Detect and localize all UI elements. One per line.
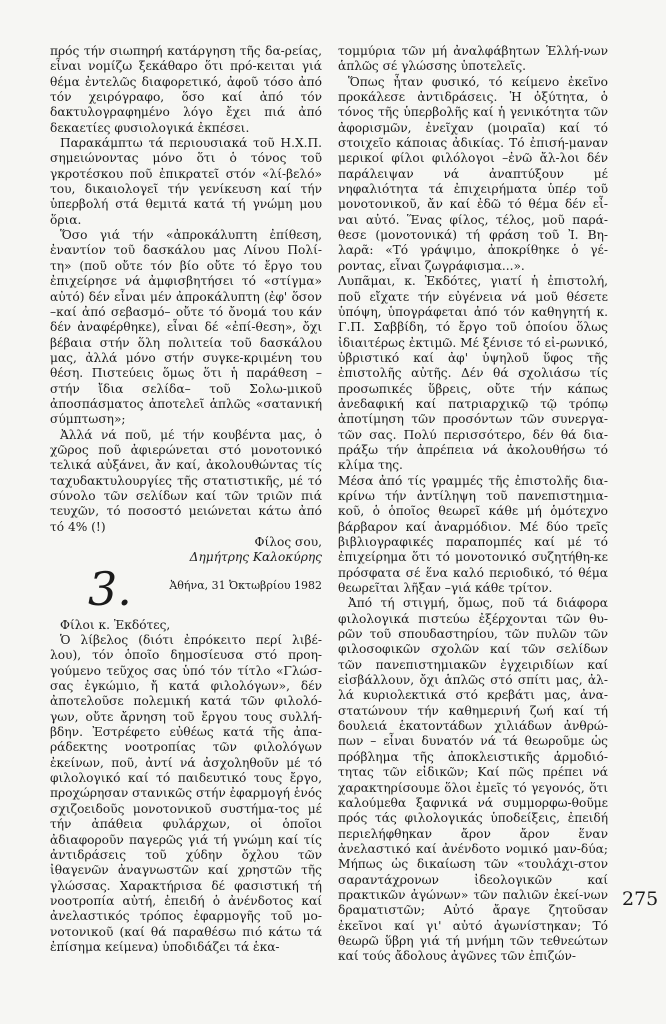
- signature-line: Φίλος σου,: [254, 535, 322, 549]
- paragraph: Παρακάμπτω τά περιουσιακά τοῦ Η.Χ.Π. σημειώνοντας μόνο ὅτι ὁ τόνος τοῦ γκροτέσκου ποῦ ἐπικρατεῖ στόν «λί-βελό» του, δικαιολογεῖ τήν γενίκευση καί τήν ὑπερβολή στά θεμιτά κατά τή γνώμη μου ὅρια.: [50, 136, 322, 227]
- letter-date: Ἀθήνα, 31 Ὀκτωβρίου 1982: [169, 578, 322, 592]
- paragraph: Λυπᾶμαι, κ. Ἐκδότες, γιατί ἡ ἐπιστολή, ποῦ εἴχατε τήν εὐγένεια νά μοῦ θέσετε ὑπόψη, ὑπογράφεται ἀπό τόν καθηγητή κ. Γ.Π. Σαββίδη, τό ἔργο τοῦ ὁποίου ὅλως ἰδιαιτέρως ἐκτιμῶ. Μέ ξένισε τό εἰ-ρωνικό, ὑβριστικό καί ἀφ' ὑψηλοῦ ὕφος τῆς ἐπιστολῆς αὐτῆς. Δέν θά σχολιάσω τίς προσωπικές ὕβρεις, οὔτε τήν κάπως ἀνεδαφική καί πατριαρχικῷ τῷ τρόπῳ ἀποτίμηση τῶν προσόντων τῶν συνεργα-τῶν σας. Πολύ περισσότερο, δέν θά δια-πράξω τήν ἀπρέπεια νά ἀκολουθήσω τό κλίμα της.: [338, 274, 608, 473]
- right-column: [338, 44, 608, 965]
- paragraph: Ὅσο γιά τήν «ἀπροκάλυπτη ἐπίθεση, ἐναντίον τοῦ δασκάλου μας Λίνου Πολί-τη» (ποῦ οὔτε τόν βίο οὔτε τό ἔργο του ἐπιχείρησε νά ἀμφισβητήσει τό «στίγμα» αὐτό) δέν εἶναι μέν ἀπροκάλυπτη (ἐφ' ὅσον –καί ἀπό σεβασμό– οὔτε τό ὄνομά του κάν δέν ἀναφέρθηκε), εἶναι δέ «ἐπί-θεση», ὄχι βέβαια στήν ὅλη πολιτεία τοῦ δασκάλου μας, ἀλλά μόνο στήν συγκε-κριμένη του θέση. Πιστεύεις ὅμως ὅτι ἡ παράθεση –στήν ἴδια σελίδα– τοῦ Σολω-μικοῦ ἀποσπάσματος ἀποτελεῖ ἁπλῶς «σατανική σύμπτωση»;: [50, 228, 322, 427]
- left-column: [50, 44, 322, 955]
- page-number: 275: [622, 888, 659, 910]
- paragraph: τομμύρια τῶν μή ἀναλφάβητων Ἑλλή-νων ἁπλῶς σέ γλώσσης ὑποτελεῖς.: [338, 44, 608, 74]
- salutation: Φίλοι κ. Ἐκδότες,: [60, 617, 171, 632]
- letter-number: 3.: [88, 561, 132, 616]
- signature-name: Δημήτρης Καλοκύρης: [189, 550, 322, 565]
- paragraph: Μέσα ἀπό τίς γραμμές τῆς ἐπιστολῆς δια-κρίνω τήν ἀντίληψη τοῦ πανεπιστημια-κοῦ, ὁ ὁποῖος θεωρεῖ κάθε μή ὁμότεχνο βάρβαρον καί ἀναρμόδιον. Μέ δύο τρεῖς βιβλιογραφικές παραπομπές καί μέ τό ἐπιχείρημα ὅτι τό μονοτονικό συζητήθη-κε πρόσφατα σέ ἕνα καλό περιοδικό, τό θέμα θεωρεῖται λῆξαν –γιά κάθε τρίτον.: [338, 473, 608, 596]
- paragraph: Ἀλλά νά ποῦ, μέ τήν κουβέντα μας, ὁ χῶρος ποῦ ἀφιερώνεται στό μονοτονικό τελικά αὐξάνει, ἄν καί, ἀκολουθώντας τίς ταχυδακτυλουργίες τῆς στατιστικῆς, μέ τό σύνολο τῶν σελίδων καί τῶν τριῶν πιά τευχῶν, τό ποσοστό μειώνεται κάτω ἀπό τό 4% (!): [50, 427, 322, 534]
- paragraph: πρός τήν σιωπηρή κατάργηση τῆς δα-ρείας, εἶναι νομίζω ξεκάθαρο ὅτι πρό-κειται γιά θέμα ἐντελῶς διαφορετικό, ἀφοῦ τόσο ἀπό τόν χειρόγραφο, ὅσο καί ἀπό τόν δακτυλογραφημένο λόγο ἔχει πιά ἀπό δεκαετίες φυσιολογικά ἐκπέσει.: [50, 44, 322, 135]
- paragraph: Ἀπό τή στιγμή, ὅμως, ποῦ τά διάφορα φιλολογικά πιστεύω ἐξέρχονται τῶν θυ-ρῶν τοῦ σπουδαστηρίου, τῶν πυλῶν τῶν φιλοσοφικῶν σχολῶν καί τῶν σελίδων τῶν πανεπιστημιακῶν ἐγχειριδίων καί εἰσβάλλουν, ὄχι ἁπλῶς στό σπίτι μας, ἀλ-λά κυριολεκτικά στό κρεβάτι μας, ἀνα-στατώνουν τήν καθημερινή ζωή καί τή δουλειά ἑκατοντάδων χιλιάδων ἀνθρώ-πων – εἶναι δυνατόν νά τά θεωροῦμε ὡς πρόβλημα τῆς ἀποκλειστικῆς ἁρμοδιό-τητας τῶν εἰδικῶν; Καί πῶς πρέπει νά χαρακτηρίσουμε ὅλοι ἐμεῖς τό γεγονός, ὅτι καλούμεθα ξαφνικά νά συμμορφω-θοῦμε πρός τάς φιλολογικάς ὑποδείξεις, ἐπειδή περιελήφθηκαν ἄρον ἄρον ἕναν ἀνελαστικό καί ἀνένδοτο νομικό μαν-δύα; Μήπως ὡς δικαίωση τῶν «τουλάχι-στον σαραντάχρονων ἰδεολογικῶν καί πρακτικῶν ἀγώνων» τῶν παλιῶν ἐκεί-νων δραματιστῶν; Αὐτό ἄραγε ζητοῦσαν ἐκεῖνοι καί γι' αὐτό ἀγωνίστηκαν; Τό θεωρῶ ὕβρη γιά τή μνήμη τῶν τεθνεώτων καί τούς ἄδολους ἀγῶνες τῶν ἐπιζών-: [338, 596, 608, 964]
- paragraph: Ὁ λίβελος (διότι ἐπρόκειτο περί λιβέ-λου), τόν ὁποῖο δημοσίευσα στό προη-γούμενο τεῦχος σας ὑπό τόν τίτλο «Γλώσ-σας ἐγκώμιο, ἤ κατά φιλολόγων», δέν ἀποτελοῦσε πολεμική κατά τῶν φιλολό-γων, οὔτε ἄρνηση τοῦ ἔργου τους συλλή-βδην. Ἐστρέφετο εὐθέως κατά τῆς ἀπα-ράδεκτης νοοτροπίας τῶν φιλολόγων ἐκείνων, ποῦ, ἀντί νά ἀσχοληθοῦν μέ τό φιλολογικό καί τό παιδευτικό τους ἔργο, προχώρησαν στανικῶς στήν ἐφαρμογή ἑνός σχιζοειδοῦς μονοτονικοῦ συστήμα-τος μέ τήν ἀπάθεια φυλάρχων, οἱ ὁποῖοι ἀδιαφοροῦν παγερῶς γιά τή γνώμη καί τίς ἀντιδράσεις τοῦ χύδην ὄχλου τῶν ἰθαγενῶν ἀναγνωστῶν καί χρηστῶν τῆς γλώσσας. Χαρακτήρισα δέ φασιστική τή νοοτροπία αὐτή, ἐπειδή ὁ ἀνένδοτος καί ἀνελαστικός τρόπος ἐφαρμογῆς τοῦ μο-νοτονικοῦ (καί θά παραθέσω πιό κάτω τά ἐπίσημα κείμενα) ὑποδιδάζει τά ἑκα-: [50, 633, 322, 954]
- letter-heading: [50, 561, 322, 618]
- paragraph: Ὅπως ἦταν φυσικό, τό κείμενο ἐκεῖνο προκάλεσε ἀντιδράσεις. Ἡ ὀξύτητα, ὁ τόνος τῆς ὑπερβολῆς καί ἡ γενικότητα τῶν ἀφορισμῶν, ἐνεῖχαν (μοιραῖα) καί τό στοιχεῖο κάποιας ἀδικίας. Τό ἐπισή-μαναν μερικοί φίλοι φιλόλογοι –ἐνῶ ἄλ-λοι δέν παράλειψαν νά ἀναπτύξουν μέ νηφαλιότητα τά ἐπιχειρήματα ὑπέρ τοῦ μονοτονικοῦ, ἄν καί ἐδῶ τό θέμα δέν εἶ-ναι αὐτό. Ἕνας φίλος, τέλος, μοῦ παρά-θεσε (μονοτονικά) τή φράση τοῦ Ἰ. Βη-λαρᾶ: «Τό γράψιμο, ἀποκρίθηκε ὁ γέ-ροντας, εἶναι ζωγράφισμα...».: [338, 74, 608, 273]
